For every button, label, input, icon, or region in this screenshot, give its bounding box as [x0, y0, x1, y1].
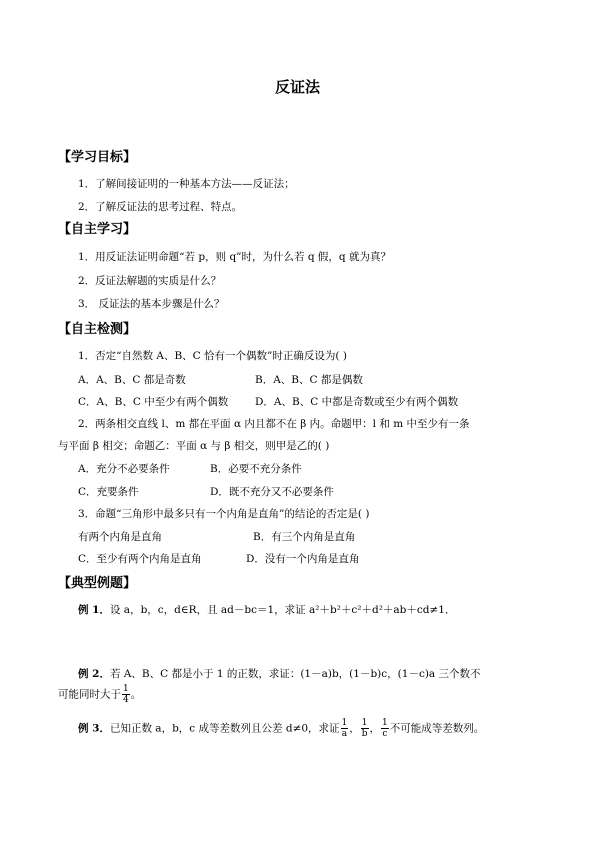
goal-item-1: 1．了解间接证明的一种基本方法——反证法； — [78, 178, 295, 190]
section-heading-goals: 【学习目标】 — [58, 150, 137, 165]
example-2-line-2 — [58, 684, 141, 705]
check-q1-option-c: C．A、B、C 中至少有两个偶数 — [78, 396, 229, 408]
example-2-line-1 — [78, 666, 481, 681]
check-q1-option-d: D．A、B、C 中都是奇数或至少有两个偶数 — [255, 396, 459, 408]
check-q2-option-a: A．充分不必要条件 — [78, 463, 170, 475]
fraction-separator: ， — [349, 722, 360, 735]
fraction-denominator: c — [382, 729, 388, 739]
example-3 — [78, 718, 484, 739]
check-q2-option-c: C．充要条件 — [78, 486, 139, 498]
example-2-text: 若 A、B、C 都是小于 1 的正数，求证：(1－a)b，(1－b)c，(1－c)a 三个数不 — [109, 668, 481, 680]
fraction-numerator: 1 — [123, 684, 129, 694]
check-q3-option-b: B．有三个内角是直角 — [253, 531, 356, 543]
page-title: 反证法 — [274, 78, 320, 96]
check-question-1: 1．否定“自然数 A、B、C 恰有一个偶数”时正确反设为( ) — [78, 350, 347, 362]
check-q2-option-b: B．必要不充分条件 — [210, 463, 302, 475]
section-heading-examples: 【典型例题】 — [58, 576, 137, 591]
example-1-text: 设 a，b，c，d∈R，且 ad－bc＝1，求证 a²＋b²＋c²＋d²＋ab＋cd≠1． — [109, 604, 456, 616]
fraction-numerator: 1 — [341, 718, 348, 728]
section-heading-self-study: 【自主学习】 — [58, 222, 137, 237]
check-q2-option-d: D．既不充分又不必要条件 — [210, 486, 334, 498]
example-3-end: 不可能成等差数列。 — [389, 722, 485, 735]
check-question-2-line-2: 与平面 β 相交；命题乙：平面 α 与 β 相交，则甲是乙的( ) — [58, 440, 330, 452]
section-heading-self-check: 【自主检测】 — [58, 322, 137, 337]
fraction-separator: ， — [369, 722, 381, 735]
fraction-one-over-a — [341, 718, 349, 739]
example-3-text: 已知正数 a，b，c 成等差数列且公差 d≠0，求证 — [109, 722, 340, 735]
example-1-label: 例 1． — [78, 604, 110, 616]
check-q1-option-b: B．A、B、C 都是偶数 — [255, 374, 363, 386]
self-study-item-1: 1．用反证法证明命题“若 p，则 q”时，为什么若 q 假，q 就为真？ — [78, 251, 391, 263]
fraction-denominator: b — [361, 729, 368, 739]
check-q3-option-a: 有两个内角是直角 — [78, 531, 162, 543]
fraction-denominator: 4 — [123, 695, 129, 705]
fraction-one-quarter — [122, 684, 130, 705]
example-2-label: 例 2． — [78, 668, 110, 680]
check-question-2-line-1: 2．两条相交直线 l、m 都在平面 α 内且都不在 β 内。命题甲：l 和 m 中至少有一条 — [78, 418, 470, 430]
example-3-label: 例 3． — [78, 722, 110, 735]
check-q3-option-d: D．没有一个内角是直角 — [246, 553, 360, 565]
goal-item-2: 2．了解反证法的思考过程、特点。 — [78, 201, 243, 213]
fraction-numerator: 1 — [361, 718, 368, 728]
self-study-item-2: 2．反证法解题的实质是什么？ — [78, 275, 222, 287]
check-q3-option-c: C．至少有两个内角是直角 — [78, 553, 202, 565]
fraction-one-over-b — [361, 718, 369, 739]
check-q1-option-a: A．A、B、C 都是奇数 — [78, 374, 186, 386]
fraction-numerator: 1 — [382, 718, 388, 728]
example-1 — [78, 602, 456, 617]
example-2-text-cont: 可能同时大于 — [58, 688, 121, 701]
example-2-end: 。 — [130, 688, 142, 701]
check-question-3: 3．命题“三角形中最多只有一个内角是直角”的结论的否定是( ) — [78, 508, 370, 520]
fraction-one-over-c — [381, 718, 389, 739]
fraction-denominator: a — [341, 729, 348, 739]
self-study-item-3: 3． 反证法的基本步骤是什么？ — [78, 298, 225, 310]
